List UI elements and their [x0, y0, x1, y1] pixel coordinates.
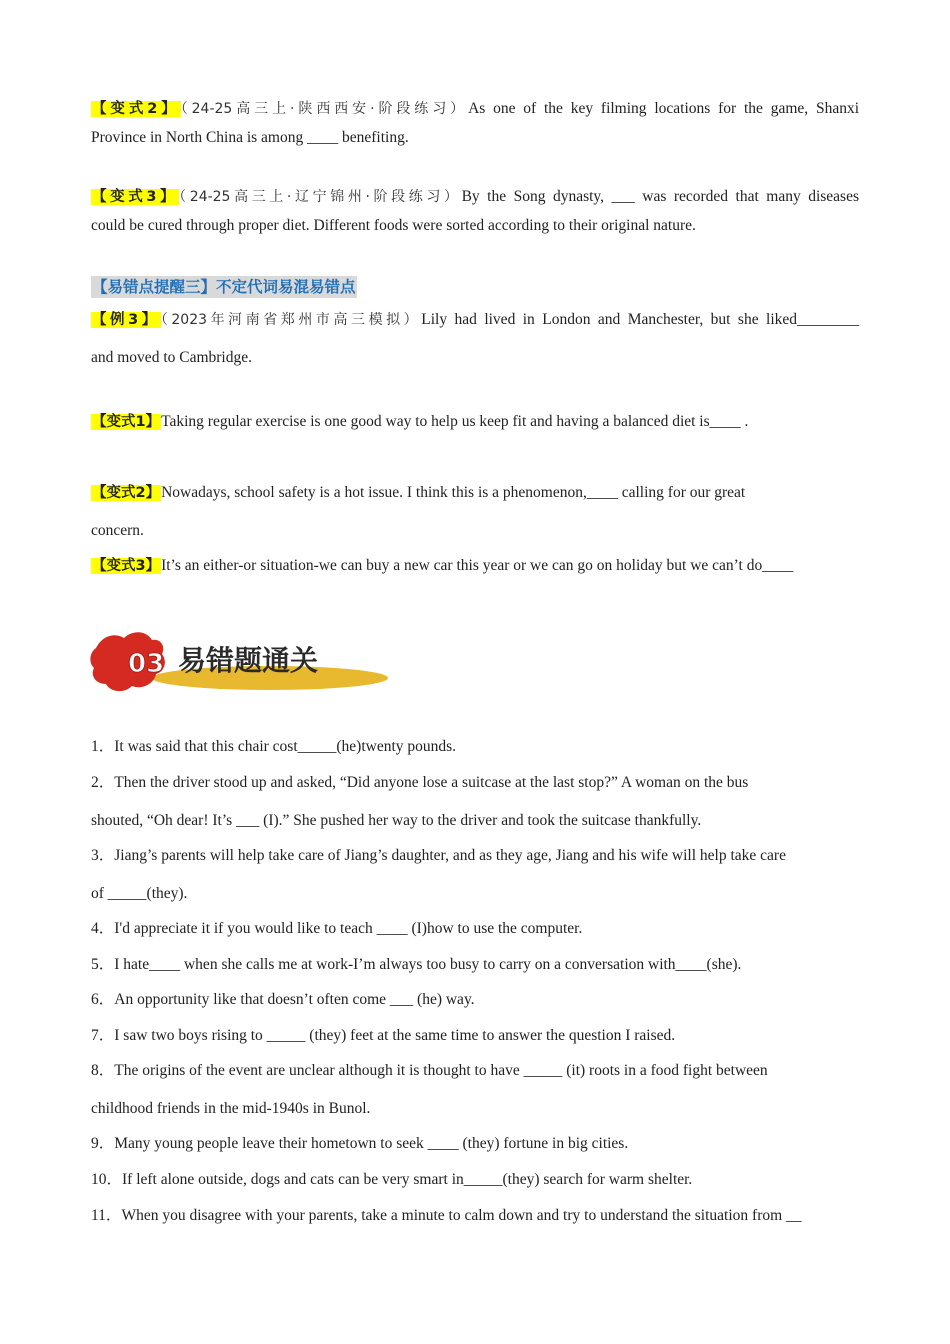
reminder-variant-3: [91, 556, 793, 576]
question-number: 10．: [91, 1171, 123, 1188]
section-banner-graphic: [88, 626, 398, 698]
question-text: I'd appreciate it if you would like to teach ____ (I)how to use the computer.: [114, 920, 583, 937]
question-text: I saw two boys rising to _____ (they) feet at the same time to answer the question I raised.: [114, 1027, 676, 1044]
section-banner: [88, 626, 398, 698]
variant-tag: 【变式3】: [92, 189, 179, 205]
question-text: If left alone outside, dogs and cats can be very smart in_____(they) search for warm shelter.: [122, 1171, 693, 1188]
variant-text: Taking regular exercise is one good way to help us keep fit and having a balanced diet is____ .: [161, 413, 749, 430]
question-8-line-1: [91, 1061, 768, 1081]
variant-tag: 【变式2】: [92, 485, 161, 501]
variant-tag: 【变式1】: [92, 414, 161, 430]
question-number: 6．: [91, 991, 115, 1008]
question-7: [91, 1026, 675, 1046]
variant-tag: 【变式2】: [92, 101, 180, 117]
example-3-line-1: [91, 310, 859, 330]
question-text: The origins of the event are unclear although it is thought to have _____ (it) roots in a food fight between: [114, 1062, 768, 1079]
reminder-variant-2-line-1: [91, 483, 745, 503]
variant-source: （24-25高三上·辽宁锦州·阶段练习）: [179, 189, 462, 205]
question-number: 5．: [91, 956, 115, 973]
question-number: 4．: [91, 920, 115, 937]
question-8-line-2: childhood friends in the mid-1940s in Bunol.: [91, 1100, 371, 1117]
variant-2-line-2: Province in North China is among ____ benefiting.: [91, 129, 409, 146]
question-5: [91, 955, 741, 975]
question-number: 2．: [91, 774, 115, 791]
variant-source: （24-25高三上·陕西西安·阶段练习）: [180, 101, 469, 117]
question-text: It was said that this chair cost_____(he)twenty pounds.: [114, 738, 457, 755]
question-number: 9．: [91, 1135, 115, 1152]
variant-3-line-2: could be cured through proper diet. Different foods were sorted according to their original nature.: [91, 217, 696, 234]
question-9: [91, 1134, 628, 1154]
question-text: An opportunity like that doesn’t often come ___ (he) way.: [114, 991, 475, 1008]
question-6: [91, 990, 475, 1010]
question-3-line-1: [91, 846, 786, 866]
question-2-line-2: shouted, “Oh dear! It’s ___ (I).” She pushed her way to the driver and took the suitcase thankfully.: [91, 812, 702, 829]
question-text: Many young people leave their hometown to seek ____ (they) fortune in big cities.: [114, 1135, 629, 1152]
reminder-variant-2-line-2: concern.: [91, 522, 144, 539]
example-source: （2023年河南省郑州市高三模拟）: [160, 312, 422, 328]
question-1: [91, 737, 456, 757]
example-tag: 【例3】: [92, 312, 160, 328]
question-10: [91, 1170, 692, 1190]
variant-text: It’s an either-or situation-we can buy a new car this year or we can go on holiday but we can’t do____: [161, 557, 794, 574]
section-number: 03: [128, 649, 165, 679]
reminder-variant-1: [91, 412, 748, 432]
variant-2-line-1: [91, 99, 859, 119]
example-3-line-2: and moved to Cambridge.: [91, 349, 252, 366]
section-title: 易错题通关: [178, 644, 319, 677]
question-number: 11．: [91, 1207, 122, 1224]
variant-tag: 【变式3】: [92, 558, 161, 574]
question-2-line-1: [91, 773, 748, 793]
variant-text: By the Song dynasty, ___ was recorded that many diseases: [461, 188, 859, 205]
question-number: 1．: [91, 738, 115, 755]
question-number: 3．: [91, 847, 115, 864]
question-text: I hate____ when she calls me at work-I’m always too busy to carry on a conversation with____(she).: [114, 956, 742, 973]
question-number: 7．: [91, 1027, 115, 1044]
variant-3-line-1: [91, 187, 859, 207]
reminder-heading: 【易错点提醒三】不定代词易混易错点: [92, 278, 356, 296]
question-3-line-2: of _____(they).: [91, 885, 188, 902]
example-text: Lily had lived in London and Manchester, but she liked________: [421, 311, 860, 328]
question-11: [91, 1206, 802, 1226]
variant-text: Nowadays, school safety is a hot issue. I think this is a phenomenon,____ calling for our great: [161, 484, 746, 501]
question-text: When you disagree with your parents, take a minute to calm down and try to understand the situation from __: [121, 1207, 802, 1224]
question-text: Then the driver stood up and asked, “Did anyone lose a suitcase at the last stop?” A woman on the bus: [114, 774, 749, 791]
variant-text: As one of the key filming locations for the game, Shanxi: [468, 100, 859, 117]
question-text: Jiang’s parents will help take care of Jiang’s daughter, and as they age, Jiang and his wife will help take care: [114, 847, 786, 864]
question-number: 8．: [91, 1062, 115, 1079]
question-4: [91, 919, 582, 939]
